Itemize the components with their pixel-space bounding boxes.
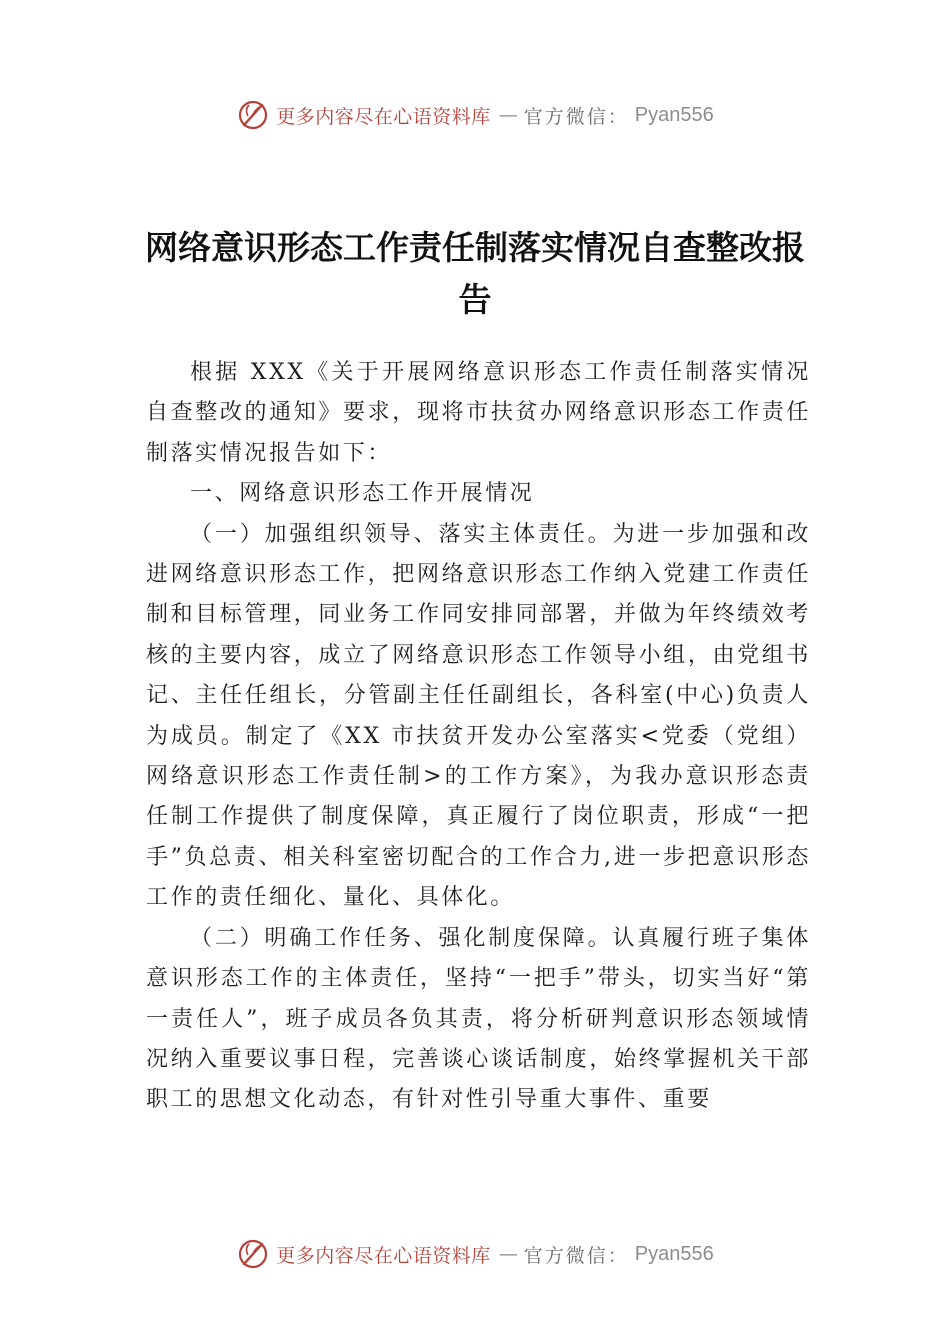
paragraph-intro: 根据 XXX《关于开展网络意识形态工作责任制落实情况自查整改的通知》要求，现将市扶贫办网络意识形态工作责任制落实情况报告如下： bbox=[146, 360, 811, 466]
watermark-dash: — bbox=[498, 1243, 518, 1265]
quill-logo-icon bbox=[236, 98, 270, 132]
paragraph-section-1-2: （二）明确工作任务、强化制度保障。认真履行班子集体意识形态工作的主体责任，坚持“一把手”带头，切实当好“第一责任人”，班子成员各负其责，将分析研判意识形态领域情况纳入重要议事日程，完善谈心谈话制度，始终掌握机关干部职工的思想文化动态，有针对性引导重大事件、重要 bbox=[146, 925, 811, 1113]
watermark-wechat-label: 官方微信： bbox=[523, 1244, 629, 1267]
watermark-wechat-label: 官方微信： bbox=[523, 105, 629, 128]
watermark-wechat-id: Pyan556 bbox=[634, 1242, 714, 1265]
section-heading-1: 一、网络意识形态工作开展情况 bbox=[190, 481, 535, 507]
watermark-library-text: 更多内容尽在心语资料库 bbox=[276, 1244, 491, 1267]
quill-logo-icon bbox=[236, 1237, 270, 1271]
paragraph-section-1-1: （一）加强组织领导、落实主体责任。为进一步加强和改进网络意识形态工作，把网络意识形态工作纳入党建工作责任制和目标管理，同业务工作同安排同部署，并做为年终绩效考核的主要内容，成立了网络意识形态工作领导小组，由党组书记、主任任组长，分管副主任任副组长，各科室(中心)负责人为成员。制定了《XX 市扶贫开发办公室落实<党委（党组）网络意识形态工作责任制>的工作方案》，为我办意识形态责任制工作提供了制度保障，真正履行了岗位职责，形成“一把手”负总责、相关科室密切配合的工作合力,进一步把意识形态工作的责任细化、量化、具体化。 bbox=[146, 521, 811, 911]
watermark-dash: — bbox=[498, 104, 518, 126]
document-title: 网络意识形态工作责任制落实情况自查整改报告 bbox=[145, 228, 805, 319]
watermark-library-text: 更多内容尽在心语资料库 bbox=[276, 105, 491, 128]
document-body bbox=[146, 353, 811, 1121]
header-watermark bbox=[0, 95, 950, 135]
footer-watermark bbox=[0, 1234, 950, 1274]
watermark-wechat-id: Pyan556 bbox=[634, 103, 714, 126]
